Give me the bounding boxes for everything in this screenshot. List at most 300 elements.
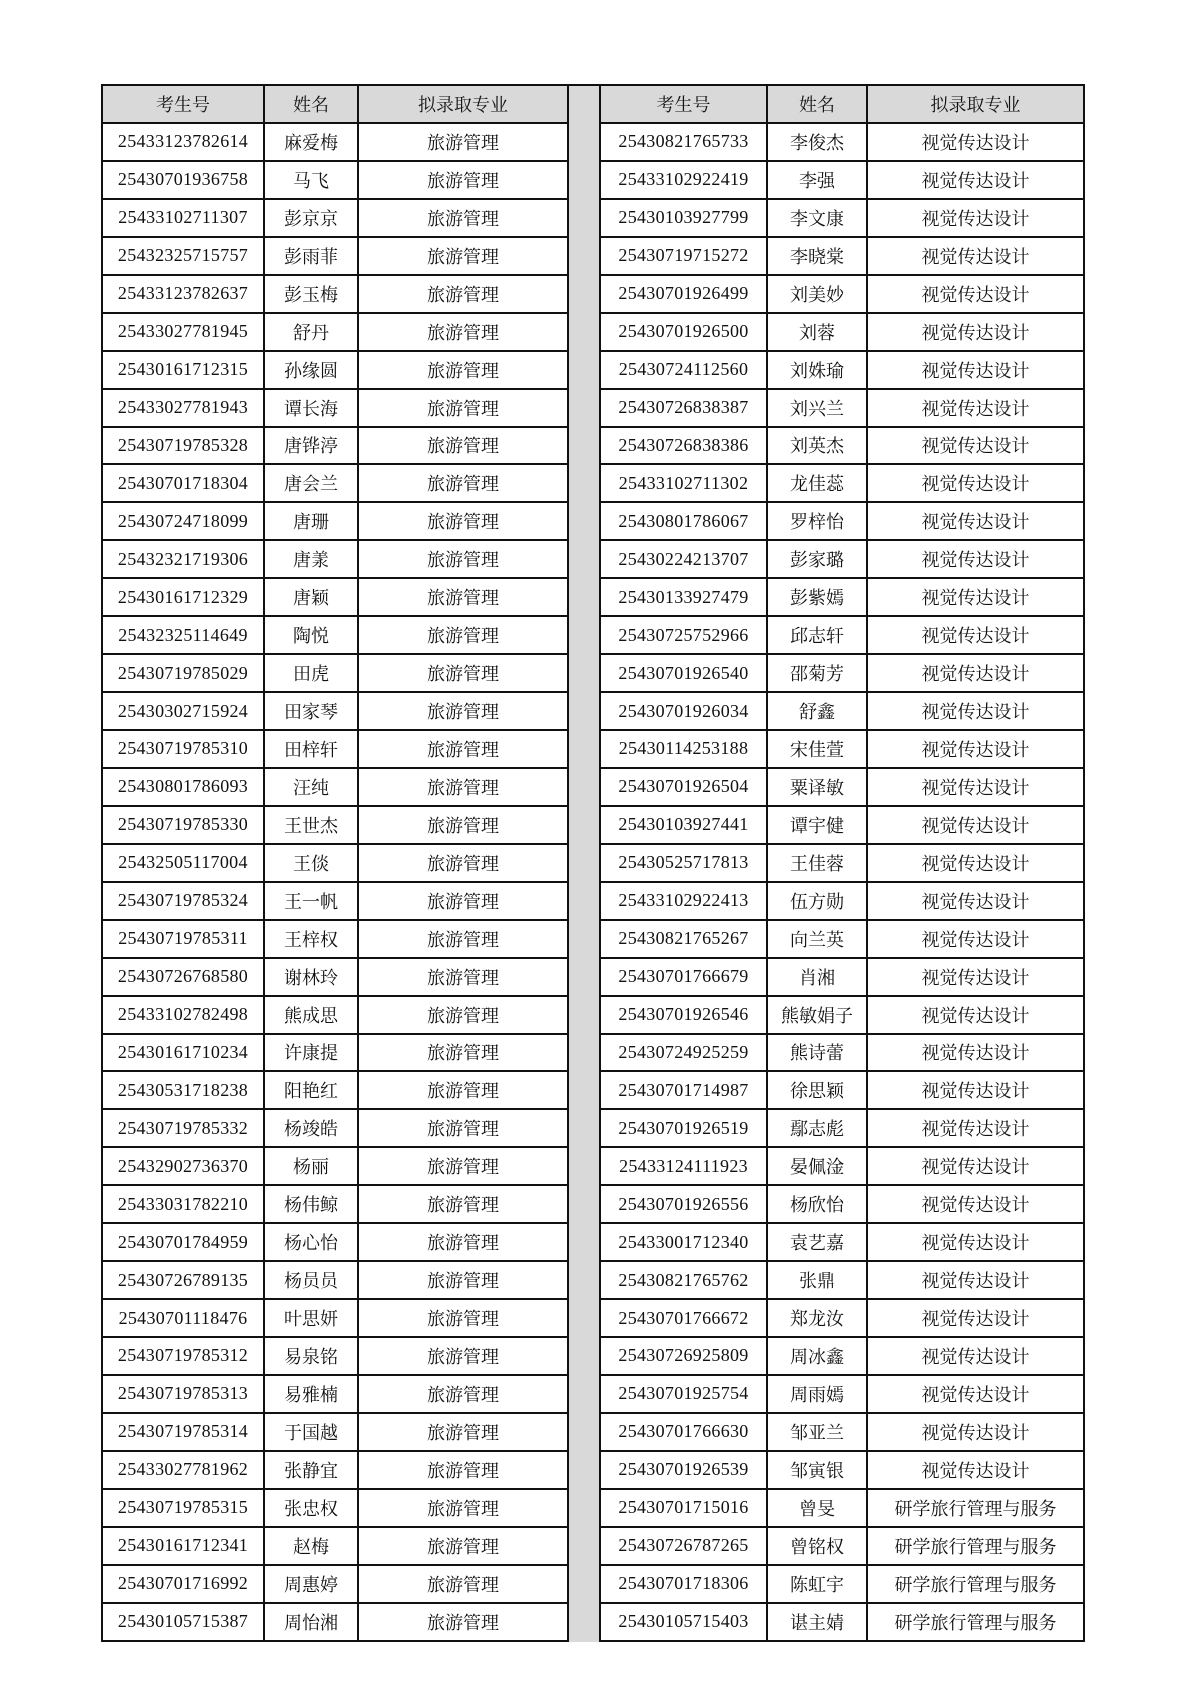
left-table-body [102, 123, 568, 1641]
major-cell: 视觉传达设计 [867, 806, 1084, 844]
exam-id-cell: 25430701926540 [600, 654, 767, 692]
table-row [102, 1489, 568, 1527]
exam-id-cell: 25430161712315 [102, 351, 264, 389]
table-row [600, 1375, 1084, 1413]
major-cell: 旅游管理 [358, 1375, 568, 1413]
major-cell: 旅游管理 [358, 958, 568, 996]
student-name-cell: 周雨嫣 [767, 1375, 867, 1413]
table-row [600, 654, 1084, 692]
student-name-cell: 王一帆 [264, 882, 358, 920]
exam-id-cell: 25430726768580 [102, 958, 264, 996]
exam-id-cell: 25430701926034 [600, 692, 767, 730]
header-row [102, 85, 568, 123]
student-name-cell: 叶思妍 [264, 1299, 358, 1337]
major-cell: 视觉传达设计 [867, 920, 1084, 958]
major-cell: 旅游管理 [358, 1261, 568, 1299]
table-row [600, 1489, 1084, 1527]
major-cell: 视觉传达设计 [867, 237, 1084, 275]
student-name-cell: 刘兴兰 [767, 389, 867, 427]
table-row [600, 427, 1084, 465]
student-name-cell: 袁艺嘉 [767, 1223, 867, 1261]
exam-id-cell: 25430701926546 [600, 996, 767, 1034]
student-name-cell: 唐羕 [264, 540, 358, 578]
exam-id-cell: 25430726838386 [600, 427, 767, 465]
exam-id-cell: 25430724112560 [600, 351, 767, 389]
exam-id-cell: 25430719785328 [102, 427, 264, 465]
student-name-cell: 刘美妙 [767, 275, 867, 313]
student-name-cell: 彭家璐 [767, 540, 867, 578]
table-row [102, 654, 568, 692]
table-row [102, 958, 568, 996]
right-table [599, 84, 1085, 1642]
table-row [600, 806, 1084, 844]
major-cell: 研学旅行管理与服务 [867, 1603, 1084, 1641]
table-row [600, 996, 1084, 1034]
student-name-cell: 舒鑫 [767, 692, 867, 730]
major-cell: 视觉传达设计 [867, 1034, 1084, 1072]
table-row [600, 1337, 1084, 1375]
exam-id-cell: 25433027781962 [102, 1451, 264, 1489]
student-name-cell: 宋佳萱 [767, 730, 867, 768]
table-row [102, 1147, 568, 1185]
header-major: 拟录取专业 [867, 85, 1084, 123]
exam-id-cell: 25430701766672 [600, 1299, 767, 1337]
exam-id-cell: 25432325715757 [102, 237, 264, 275]
exam-id-cell: 25430701718306 [600, 1565, 767, 1603]
major-cell: 旅游管理 [358, 1223, 568, 1261]
exam-id-cell: 25433102711307 [102, 199, 264, 237]
student-name-cell: 王梓权 [264, 920, 358, 958]
major-cell: 视觉传达设计 [867, 654, 1084, 692]
exam-id-cell: 25430701926499 [600, 275, 767, 313]
major-cell: 旅游管理 [358, 1337, 568, 1375]
student-name-cell: 杨欣怡 [767, 1185, 867, 1223]
major-cell: 旅游管理 [358, 1071, 568, 1109]
table-row [600, 616, 1084, 654]
student-name-cell: 鄢志彪 [767, 1109, 867, 1147]
exam-id-cell: 25430724925259 [600, 1034, 767, 1072]
table-row [600, 1565, 1084, 1603]
exam-id-cell: 25433124111923 [600, 1147, 767, 1185]
major-cell: 旅游管理 [358, 1147, 568, 1185]
student-name-cell: 杨心怡 [264, 1223, 358, 1261]
column-separator [569, 84, 599, 1642]
student-name-cell: 谌主婧 [767, 1603, 867, 1641]
table-row [600, 844, 1084, 882]
major-cell: 视觉传达设计 [867, 1413, 1084, 1451]
exam-id-cell: 25432321719306 [102, 540, 264, 578]
student-name-cell: 刘英杰 [767, 427, 867, 465]
major-cell: 旅游管理 [358, 502, 568, 540]
exam-id-cell: 25430801786093 [102, 768, 264, 806]
major-cell: 视觉传达设计 [867, 275, 1084, 313]
major-cell: 视觉传达设计 [867, 1223, 1084, 1261]
table-row [102, 920, 568, 958]
student-name-cell: 彭紫嫣 [767, 578, 867, 616]
exam-id-cell: 25430701118476 [102, 1299, 264, 1337]
major-cell: 视觉传达设计 [867, 1299, 1084, 1337]
exam-id-cell: 25430719785310 [102, 730, 264, 768]
major-cell: 旅游管理 [358, 578, 568, 616]
exam-id-cell: 25430701926504 [600, 768, 767, 806]
student-name-cell: 向兰英 [767, 920, 867, 958]
student-name-cell: 陶悦 [264, 616, 358, 654]
student-name-cell: 马飞 [264, 161, 358, 199]
table-row [600, 1603, 1084, 1641]
table-row [102, 351, 568, 389]
major-cell: 旅游管理 [358, 654, 568, 692]
student-name-cell: 彭雨菲 [264, 237, 358, 275]
table-row [600, 313, 1084, 351]
exam-id-cell: 25433102922413 [600, 882, 767, 920]
student-name-cell: 邵菊芳 [767, 654, 867, 692]
student-name-cell: 邹寅银 [767, 1451, 867, 1489]
exam-id-cell: 25430105715387 [102, 1603, 264, 1641]
student-name-cell: 王倓 [264, 844, 358, 882]
student-name-cell: 唐会兰 [264, 464, 358, 502]
table-row [102, 1071, 568, 1109]
major-cell: 视觉传达设计 [867, 1451, 1084, 1489]
table-row [600, 540, 1084, 578]
student-name-cell: 邱志轩 [767, 616, 867, 654]
student-name-cell: 陈虹宇 [767, 1565, 867, 1603]
student-name-cell: 张静宜 [264, 1451, 358, 1489]
table-row [102, 1413, 568, 1451]
exam-id-cell: 25430525717813 [600, 844, 767, 882]
table-row [102, 123, 568, 161]
student-name-cell: 徐思颖 [767, 1071, 867, 1109]
student-name-cell: 许康提 [264, 1034, 358, 1072]
major-cell: 研学旅行管理与服务 [867, 1565, 1084, 1603]
table-row [102, 1034, 568, 1072]
table-row [600, 1185, 1084, 1223]
exam-id-cell: 25433027781945 [102, 313, 264, 351]
exam-id-cell: 25430103927441 [600, 806, 767, 844]
table-row [600, 1034, 1084, 1072]
table-row [600, 1109, 1084, 1147]
student-name-cell: 杨竣皓 [264, 1109, 358, 1147]
exam-id-cell: 25430701926500 [600, 313, 767, 351]
major-cell: 旅游管理 [358, 1109, 568, 1147]
header-exam-id: 考生号 [102, 85, 264, 123]
major-cell: 视觉传达设计 [867, 1147, 1084, 1185]
table-row [102, 578, 568, 616]
exam-id-cell: 25430726838387 [600, 389, 767, 427]
major-cell: 视觉传达设计 [867, 958, 1084, 996]
major-cell: 旅游管理 [358, 123, 568, 161]
major-cell: 旅游管理 [358, 351, 568, 389]
table-row [102, 1261, 568, 1299]
exam-id-cell: 25430701766630 [600, 1413, 767, 1451]
student-name-cell: 李俊杰 [767, 123, 867, 161]
major-cell: 旅游管理 [358, 237, 568, 275]
exam-id-cell: 25430725752966 [600, 616, 767, 654]
table-row [102, 540, 568, 578]
exam-id-cell: 25430701784959 [102, 1223, 264, 1261]
major-cell: 视觉传达设计 [867, 502, 1084, 540]
major-cell: 旅游管理 [358, 540, 568, 578]
major-cell: 视觉传达设计 [867, 161, 1084, 199]
table-row [600, 1223, 1084, 1261]
exam-id-cell: 25430701926539 [600, 1451, 767, 1489]
exam-id-cell: 25433123782637 [102, 275, 264, 313]
table-row [102, 1299, 568, 1337]
major-cell: 旅游管理 [358, 920, 568, 958]
major-cell: 视觉传达设计 [867, 844, 1084, 882]
exam-id-cell: 25430302715924 [102, 692, 264, 730]
student-name-cell: 麻爱梅 [264, 123, 358, 161]
exam-id-cell: 25430701714987 [600, 1071, 767, 1109]
table-row [102, 1451, 568, 1489]
student-name-cell: 粟译敏 [767, 768, 867, 806]
table-row [600, 1299, 1084, 1337]
exam-id-cell: 25430105715403 [600, 1603, 767, 1641]
major-cell: 旅游管理 [358, 730, 568, 768]
exam-id-cell: 25430726925809 [600, 1337, 767, 1375]
table-row [102, 806, 568, 844]
student-name-cell: 田家琴 [264, 692, 358, 730]
exam-id-cell: 25430719785311 [102, 920, 264, 958]
table-row [600, 199, 1084, 237]
student-name-cell: 张鼎 [767, 1261, 867, 1299]
table-row [600, 958, 1084, 996]
major-cell: 视觉传达设计 [867, 351, 1084, 389]
major-cell: 旅游管理 [358, 1603, 568, 1641]
exam-id-cell: 25430719715272 [600, 237, 767, 275]
table-row [102, 464, 568, 502]
exam-id-cell: 25430224213707 [600, 540, 767, 578]
major-cell: 旅游管理 [358, 1489, 568, 1527]
major-cell: 旅游管理 [358, 996, 568, 1034]
left-table [101, 84, 569, 1642]
exam-id-cell: 25432902736370 [102, 1147, 264, 1185]
table-row [102, 389, 568, 427]
exam-id-cell: 25433102782498 [102, 996, 264, 1034]
exam-id-cell: 25430701718304 [102, 464, 264, 502]
table-row [600, 237, 1084, 275]
student-name-cell: 田虎 [264, 654, 358, 692]
student-name-cell: 彭玉梅 [264, 275, 358, 313]
student-name-cell: 唐铧渟 [264, 427, 358, 465]
exam-id-cell: 25430701926556 [600, 1185, 767, 1223]
student-name-cell: 曾铭权 [767, 1527, 867, 1565]
table-row [102, 1603, 568, 1641]
major-cell: 旅游管理 [358, 768, 568, 806]
major-cell: 旅游管理 [358, 1565, 568, 1603]
table-row [102, 313, 568, 351]
student-name-cell: 龙佳蕊 [767, 464, 867, 502]
table-row [600, 1451, 1084, 1489]
table-row [102, 502, 568, 540]
exam-id-cell: 25433031782210 [102, 1185, 264, 1223]
exam-id-cell: 25433001712340 [600, 1223, 767, 1261]
table-row [600, 123, 1084, 161]
table-row [102, 616, 568, 654]
major-cell: 旅游管理 [358, 1185, 568, 1223]
student-name-cell: 邹亚兰 [767, 1413, 867, 1451]
exam-id-cell: 25430726789135 [102, 1261, 264, 1299]
table-row [600, 351, 1084, 389]
exam-id-cell: 25430701716992 [102, 1565, 264, 1603]
exam-id-cell: 25430701925754 [600, 1375, 767, 1413]
table-row [600, 275, 1084, 313]
student-name-cell: 谭宇健 [767, 806, 867, 844]
exam-id-cell: 25430701766679 [600, 958, 767, 996]
table-row [600, 1261, 1084, 1299]
student-name-cell: 易泉铭 [264, 1337, 358, 1375]
student-name-cell: 周怡湘 [264, 1603, 358, 1641]
student-name-cell: 杨伟鲸 [264, 1185, 358, 1223]
table-row [102, 730, 568, 768]
exam-id-cell: 25430719785315 [102, 1489, 264, 1527]
table-row [600, 502, 1084, 540]
exam-id-cell: 25430726787265 [600, 1527, 767, 1565]
table-row [102, 844, 568, 882]
exam-id-cell: 25433102711302 [600, 464, 767, 502]
student-name-cell: 谭长海 [264, 389, 358, 427]
exam-id-cell: 25430719785314 [102, 1413, 264, 1451]
major-cell: 旅游管理 [358, 275, 568, 313]
table-row [600, 1413, 1084, 1451]
table-row [600, 768, 1084, 806]
student-name-cell: 肖湘 [767, 958, 867, 996]
student-name-cell: 杨员员 [264, 1261, 358, 1299]
major-cell: 旅游管理 [358, 1299, 568, 1337]
exam-id-cell: 25430719785029 [102, 654, 264, 692]
major-cell: 旅游管理 [358, 1034, 568, 1072]
student-name-cell: 赵梅 [264, 1527, 358, 1565]
major-cell: 旅游管理 [358, 1413, 568, 1451]
student-name-cell: 熊敏娟子 [767, 996, 867, 1034]
exam-id-cell: 25433102922419 [600, 161, 767, 199]
exam-id-cell: 25430719785324 [102, 882, 264, 920]
student-name-cell: 孙缘圆 [264, 351, 358, 389]
major-cell: 视觉传达设计 [867, 730, 1084, 768]
major-cell: 旅游管理 [358, 199, 568, 237]
table-row [600, 389, 1084, 427]
exam-id-cell: 25430161712341 [102, 1527, 264, 1565]
student-name-cell: 伍方勋 [767, 882, 867, 920]
table-row [600, 882, 1084, 920]
major-cell: 视觉传达设计 [867, 882, 1084, 920]
table-row [600, 1071, 1084, 1109]
student-name-cell: 张忠权 [264, 1489, 358, 1527]
major-cell: 旅游管理 [358, 313, 568, 351]
table-row [102, 768, 568, 806]
student-name-cell: 刘蓉 [767, 313, 867, 351]
major-cell: 旅游管理 [358, 464, 568, 502]
major-cell: 视觉传达设计 [867, 578, 1084, 616]
exam-id-cell: 25430103927799 [600, 199, 767, 237]
table-row [102, 996, 568, 1034]
student-name-cell: 熊诗蕾 [767, 1034, 867, 1072]
student-name-cell: 唐颖 [264, 578, 358, 616]
table-row [102, 1337, 568, 1375]
exam-id-cell: 25430161712329 [102, 578, 264, 616]
exam-id-cell: 25430133927479 [600, 578, 767, 616]
header-name: 姓名 [767, 85, 867, 123]
student-name-cell: 周冰鑫 [767, 1337, 867, 1375]
major-cell: 视觉传达设计 [867, 313, 1084, 351]
exam-id-cell: 25430531718238 [102, 1071, 264, 1109]
student-name-cell: 曾旻 [767, 1489, 867, 1527]
student-name-cell: 舒丹 [264, 313, 358, 351]
student-name-cell: 李文康 [767, 199, 867, 237]
major-cell: 研学旅行管理与服务 [867, 1527, 1084, 1565]
major-cell: 旅游管理 [358, 616, 568, 654]
student-name-cell: 汪纯 [264, 768, 358, 806]
exam-id-cell: 25430821765733 [600, 123, 767, 161]
exam-id-cell: 25430701715016 [600, 1489, 767, 1527]
student-name-cell: 阳艳红 [264, 1071, 358, 1109]
student-name-cell: 田梓轩 [264, 730, 358, 768]
major-cell: 旅游管理 [358, 844, 568, 882]
exam-id-cell: 25430719785332 [102, 1109, 264, 1147]
student-name-cell: 罗梓怡 [767, 502, 867, 540]
table-row [102, 692, 568, 730]
major-cell: 视觉传达设计 [867, 464, 1084, 502]
exam-id-cell: 25430724718099 [102, 502, 264, 540]
student-name-cell: 周惠婷 [264, 1565, 358, 1603]
major-cell: 视觉传达设计 [867, 616, 1084, 654]
major-cell: 视觉传达设计 [867, 1109, 1084, 1147]
table-row [600, 1527, 1084, 1565]
exam-id-cell: 25430161710234 [102, 1034, 264, 1072]
major-cell: 旅游管理 [358, 1451, 568, 1489]
student-name-cell: 熊成思 [264, 996, 358, 1034]
exam-id-cell: 25430719785330 [102, 806, 264, 844]
student-name-cell: 王世杰 [264, 806, 358, 844]
exam-id-cell: 25430701936758 [102, 161, 264, 199]
exam-id-cell: 25430701926519 [600, 1109, 767, 1147]
exam-id-cell: 25432505117004 [102, 844, 264, 882]
table-row [600, 730, 1084, 768]
exam-id-cell: 25430801786067 [600, 502, 767, 540]
exam-id-cell: 25430719785312 [102, 1337, 264, 1375]
student-name-cell: 杨丽 [264, 1147, 358, 1185]
major-cell: 旅游管理 [358, 806, 568, 844]
exam-id-cell: 25430719785313 [102, 1375, 264, 1413]
student-name-cell: 刘姝瑜 [767, 351, 867, 389]
table-row [102, 1527, 568, 1565]
table-row [600, 161, 1084, 199]
table-row [600, 578, 1084, 616]
exam-id-cell: 25430114253188 [600, 730, 767, 768]
table-row [102, 1565, 568, 1603]
major-cell: 旅游管理 [358, 692, 568, 730]
header-exam-id: 考生号 [600, 85, 767, 123]
table-row [102, 199, 568, 237]
exam-id-cell: 25433123782614 [102, 123, 264, 161]
major-cell: 视觉传达设计 [867, 540, 1084, 578]
major-cell: 视觉传达设计 [867, 1375, 1084, 1413]
major-cell: 视觉传达设计 [867, 768, 1084, 806]
table-row [102, 1109, 568, 1147]
student-name-cell: 王佳蓉 [767, 844, 867, 882]
major-cell: 视觉传达设计 [867, 1071, 1084, 1109]
major-cell: 旅游管理 [358, 389, 568, 427]
table-row [600, 1147, 1084, 1185]
major-cell: 视觉传达设计 [867, 1261, 1084, 1299]
exam-id-cell: 25430821765762 [600, 1261, 767, 1299]
major-cell: 旅游管理 [358, 1527, 568, 1565]
major-cell: 视觉传达设计 [867, 1337, 1084, 1375]
admission-list [101, 84, 1085, 1642]
table-row [600, 464, 1084, 502]
major-cell: 视觉传达设计 [867, 996, 1084, 1034]
table-row [600, 920, 1084, 958]
table-row [102, 1375, 568, 1413]
